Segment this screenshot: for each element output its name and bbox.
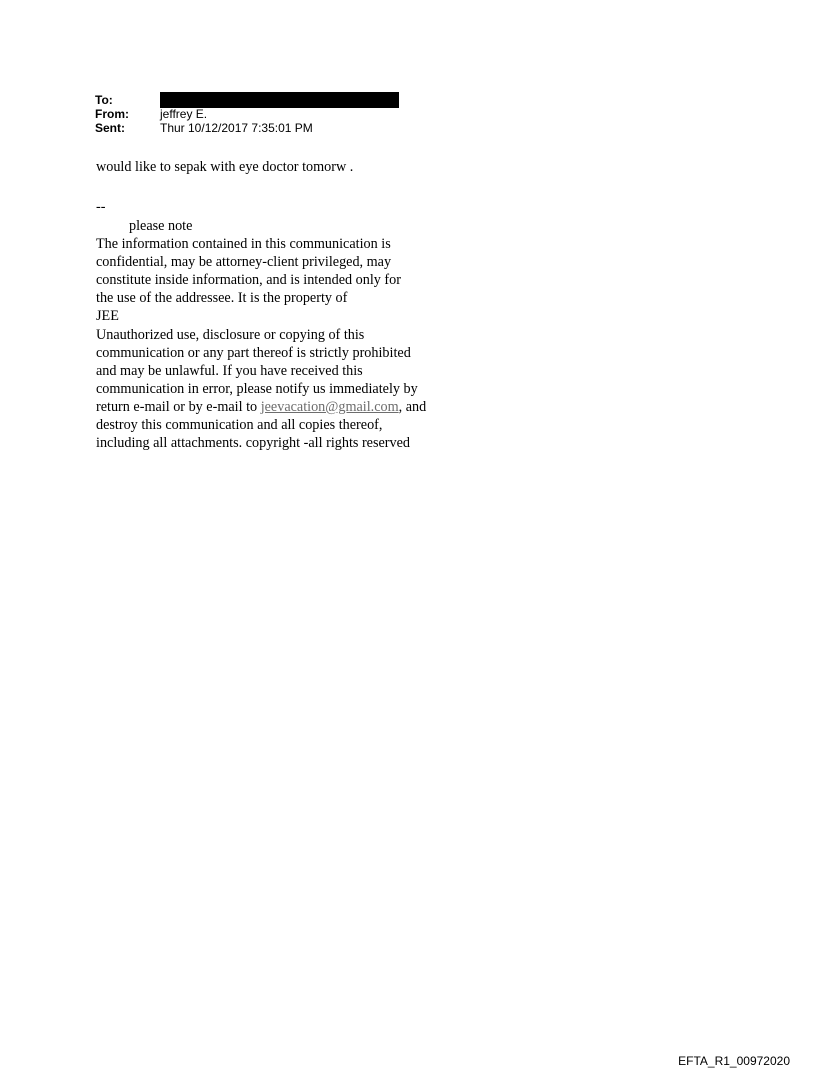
disclaimer-line: and may be unlawful. If you have received this	[96, 362, 363, 379]
from-row	[95, 107, 399, 121]
disclaimer-line: The information contained in this communication is	[96, 236, 391, 253]
signature-separator: --	[96, 199, 106, 215]
redacted-recipient	[160, 92, 399, 108]
document-id: EFTA_R1_00972020	[678, 1054, 790, 1068]
disclaimer-line: destroy this communication and all copies thereof,	[96, 417, 383, 434]
message-text: would like to sepak with eye doctor tomorw .	[96, 159, 354, 175]
email-line-prefix: return e-mail or by e-mail to	[96, 398, 261, 415]
disclaimer-line: the use of the addressee. It is the property of	[96, 290, 348, 307]
sent-label: Sent:	[95, 121, 125, 135]
from-label: From:	[95, 107, 129, 121]
disclaimer-email-line	[96, 398, 476, 416]
email-line-suffix: , and	[398, 398, 427, 415]
from-value: jeffrey E.	[160, 107, 208, 121]
sent-row	[95, 121, 399, 135]
to-row	[95, 93, 399, 107]
disclaimer-line: constitute inside information, and is intended only for	[96, 272, 401, 289]
disclaimer-line: Unauthorized use, disclosure or copying of this	[96, 326, 365, 343]
disclaimer-line: confidential, may be attorney-client privileged, may	[96, 254, 392, 271]
to-label: To:	[95, 93, 113, 107]
sent-value: Thur 10/12/2017 7:35:01 PM	[160, 121, 313, 135]
disclaimer-line: JEE	[96, 308, 119, 325]
signature-note-title: please note	[129, 218, 193, 234]
disclaimer-line: communication or any part thereof is strictly prohibited	[96, 344, 411, 361]
email-link[interactable]: jeevacation@gmail.com	[260, 398, 399, 415]
email-header	[95, 93, 399, 135]
email-body	[96, 158, 476, 452]
disclaimer-line: including all attachments. copyright -all rights reserved	[96, 435, 411, 452]
disclaimer-line: communication in error, please notify us immediately by	[96, 380, 418, 397]
